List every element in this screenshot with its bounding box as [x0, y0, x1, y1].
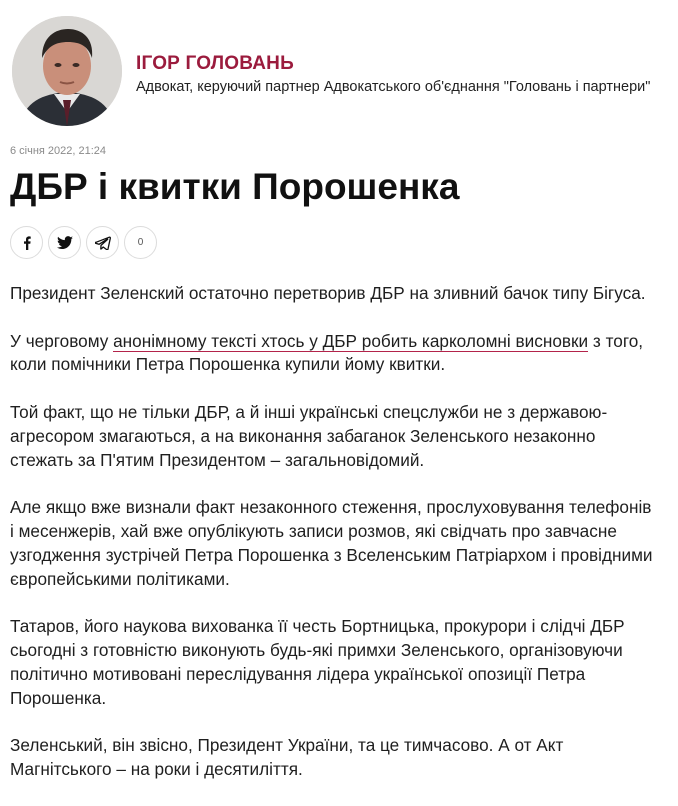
author-avatar[interactable]: [12, 16, 122, 126]
twitter-icon: [57, 236, 73, 250]
article-paragraph-2: [10, 330, 660, 378]
telegram-share-button[interactable]: [86, 226, 119, 259]
share-bar: [10, 226, 157, 260]
author-photo: [12, 16, 122, 126]
publish-date: 6 січня 2022, 21:24: [10, 145, 107, 157]
facebook-share-button[interactable]: [10, 226, 43, 259]
article-paragraph-5: Татаров, його наукова вихованка її честь Бортницька, прокурори і слідчі ДБР сьогодні з готовністю виконують будь-які примхи Зеленського, організовуючи політично мотивовані переслідування лідера української опозиції Петра Порошенка.: [10, 616, 625, 708]
paragraph-2-lead: У черговому: [10, 330, 114, 351]
paragraph-2-tail: з того, коли помічники Петра Порошенка купили йому квитки.: [10, 330, 644, 375]
facebook-icon: [20, 236, 34, 250]
article-paragraph-6: Зеленський, він звісно, Президент України, та це тимчасово. А от Акт Магнітського – на роки і десятиліття.: [10, 735, 564, 779]
telegram-icon: [95, 236, 111, 250]
anonymous-text-link[interactable]: анонімному тексті хтось у ДБР робить карколомні висновки: [113, 330, 589, 351]
comments-button[interactable]: [124, 226, 157, 259]
comments-count: 0: [137, 237, 144, 248]
article-body: [10, 282, 660, 806]
article-paragraph-1: Президент Зеленский остаточно перетворив ДБР на зливний бачок типу Бігуса.: [10, 283, 646, 303]
author-block: [10, 12, 670, 132]
twitter-share-button[interactable]: [48, 226, 81, 259]
article-paragraph-4: Але якщо вже визнали факт незаконного стеження, прослуховування телефонів і месенжерів, хай вже опублікують записи розмов, які свідчать про завчасне узгодження зустрічей Петра Порошенка з Вселенським Патріархом і провідними європейськими політиками.: [10, 497, 653, 589]
author-name[interactable]: ІГОР ГОЛОВАНЬ: [136, 53, 294, 74]
article-title: ДБР і квитки Порошенка: [10, 166, 460, 207]
article-paragraph-3: Той факт, що не тільки ДБР, а й інші українські спецслужби не з державою-агресором змагаються, а на виконання забаганок Зеленського незаконно стежать за П'ятим Президентом – загальновідомий.: [10, 401, 608, 470]
author-role: Адвокат, керуючий партнер Адвокатського об'єднання "Головань і партнери": [136, 79, 651, 95]
